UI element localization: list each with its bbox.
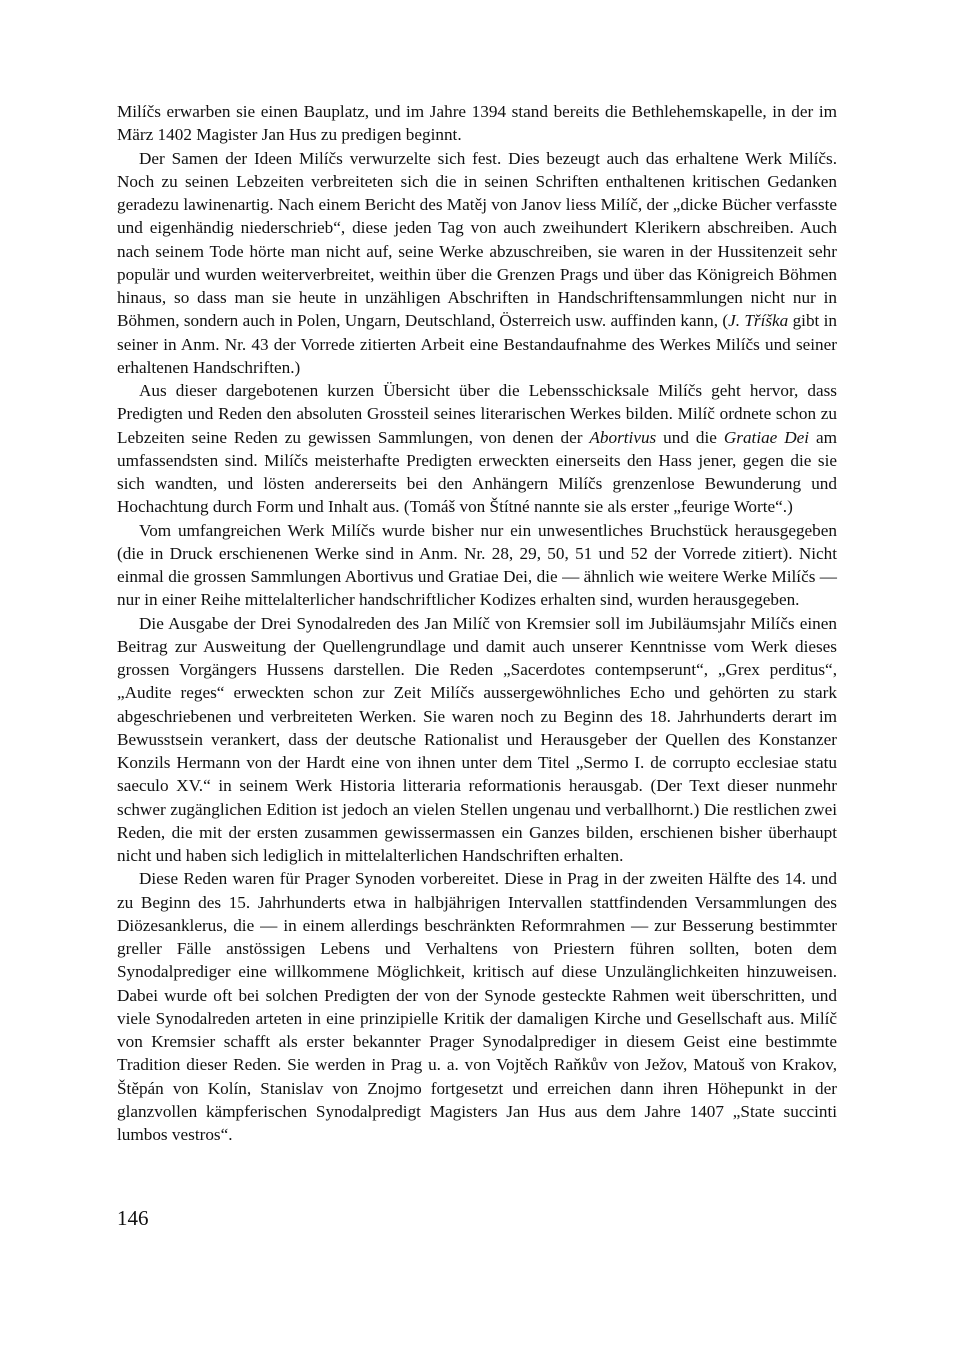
paragraph-text: am umfassendsten sind. Milíčs meisterhafte Predigten erweckten einerseits den Hass jener, gegen die sie sich wandten, und lösten andererseits bei den Anhängern Milíčs grenzenlose Bewunderung und Hochachtung durch Form und Inhalt aus. (Tomáš von Štítné nannte sie als erster „feurige Worte“.) <box>117 427 838 517</box>
paragraph-text: Vom umfangreichen Werk Milíčs wurde bisher nur ein unwesentliches Bruchstück herausgegeben (die in Druck erschienenen Werke sind in Anm. Nr. 28, 29, 50, 51 und 52 der Vorrede zitiert). Nicht einmal die grossen Sammlungen Abortivus und Gratiae Dei, die — ähnlich wie weitere Werke Milíčs — nur in einer Reihe mittelalterlicher handschriftlicher Kodizes erhalten sind, wurden herausgegeben. <box>117 520 837 610</box>
paragraph-text: Der Samen der Ideen Milíčs verwurzelte sich fest. Dies bezeugt auch das erhaltene Werk Milíčs. Noch zu seinen Lebzeiten verbreiteten sich die in seinen Schriften enthaltenen kritischen Gedanken geradezu lawinenartig. Nach einem Bericht des Matěj von Janov liess Milíč, der „dicke Bücher verfasste und eigenhändig niederschrieb“, diese jeden Tag von auch zweihundert Klerikern abschreiben. Auch nach seinem Tode hörte man nicht auf, seine Werke abzuschreiben, sie waren in der Hussitenzeit sehr populär und wurden weiterverbreitet, weithin über die Grenzen Prags und über das Königreich Böhmen hinaus, so dass man sie heute in unzähligen Abschriften in Handschriftensammlungen nicht nur in Böhmen, sondern auch in Polen, Ungarn, Deutschland, Österreich usw. auffinden kann, ( <box>117 148 837 331</box>
paragraph-text: Diese Reden waren für Prager Synoden vorbereitet. Diese in Prag in der zweiten Hälfte des 14. und zu Beginn des 15. Jahrhunderts etwa in halbjährigen Intervallen stattfindenden Versammlungen des Diözesanklerus, die — in einem allerdings beschränkten Reformrahmen — zur Besserung bestimmter greller Fälle anstössigen Lebens und Verhaltens von Priestern führen sollten, boten dem Synodalprediger eine willkommene Möglichkeit, kritisch auf diese Unzulänglichkeiten hinzuweisen. Dabei wurde oft bei solchen Predigten der von der Synode gesteckte Rahmen weit überschritten, und viele Synodalreden arteten in eine prinzipielle Kritik der damaligen Kirche und Gesellschaft aus. Milíč von Kremsier schafft als erster bekannter Prager Synodalprediger in diesem Geist eine bestimmte Tradition dieser Reden. Sie werden in Prag u. a. von Vojtěch Raňkův von Ježov, Matouš von Krakov, Štěpán von Kolín, Stanislav von Znojmo fortgesetzt und erreichen dann ihren Höhepunkt in der glanzvollen kämpferischen Synodalpredigt Magisters Jan Hus aus dem Jahre 1407 „State succinti lumbos vestros“. <box>117 869 837 1144</box>
page-body <box>117 100 837 1146</box>
paragraph-text: gibt in seiner in Anm. Nr. 43 der Vorrede zitierten Arbeit eine Bestandaufnahme des Werkes Milíčs und seiner erhaltenen Handschriften.) <box>117 311 838 377</box>
work-title-italic: Gratiae Dei <box>723 427 810 447</box>
author-name-italic: J. Tříška <box>728 311 789 331</box>
paragraph-text: Die Ausgabe der Drei Synodalreden des Jan Milíč von Kremsier soll im Jubiläumsjahr Milíčs einen Beitrag zur Ausweitung der Quellengrundlage und damit auch unserer Kenntnisse vom Werk dieses grossen Vorgängers Hussens darstellen. Die Reden „Sacerdotes contempserunt“, „Grex perditus“, „Audite reges“ erweckten schon zur Zeit Milíčs aussergewöhnliches Echo und gehörten zu stark abgeschriebenen und verbreiteten Werken. Sie waren noch zu Beginn des 18. Jahrhunderts derart im Bewusstsein verankert, dass der deutsche Rationalist und Herausgeber der Quellen des Konstanzer Konzils Hermann von der Hardt eine von ihnen unter dem Titel „Sermo I. de corrupto ecclesiae statu saeculo XV.“ in seinem Werk Historia litteraria reformationis herausgab. (Der Text dieser nunmehr schwer zugänglichen Edition ist jedoch an vielen Stellen ungenau und verballhornt.) Die restlichen zwei Reden, die mit der ersten zusammen gewissermassen ein Ganzes bilden, erschienen bisher überhaupt nicht und haben sich lediglich in mittelalterlichen Handschriften erhalten. <box>117 613 837 865</box>
paragraph-5 <box>117 612 837 868</box>
work-title-italic: Abortivus <box>589 427 657 447</box>
paragraph-text: Milíčs erwarben sie einen Bauplatz, und im Jahre 1394 stand bereits die Bethlehemskapelle, in der im März 1402 Magister Jan Hus zu predigen beginnt. <box>117 102 837 145</box>
paragraph-text: Aus dieser dargebotenen kurzen Übersicht über die Lebensschicksale Milíčs geht hervor, dass Predigten und Reden den absoluten Grossteil seines literarischen Werkes bilden. Milíč ordnete schon zu Lebzeiten seine Reden zu gewissen Sammlungen, von denen der <box>117 381 837 447</box>
paragraph-text: und die <box>656 427 724 447</box>
paragraph-4 <box>117 519 837 612</box>
paragraph-6 <box>117 867 837 1146</box>
paragraph-1 <box>117 100 837 147</box>
page-number: 146 <box>117 1206 149 1230</box>
paragraph-3 <box>117 379 837 519</box>
paragraph-2 <box>117 147 837 380</box>
